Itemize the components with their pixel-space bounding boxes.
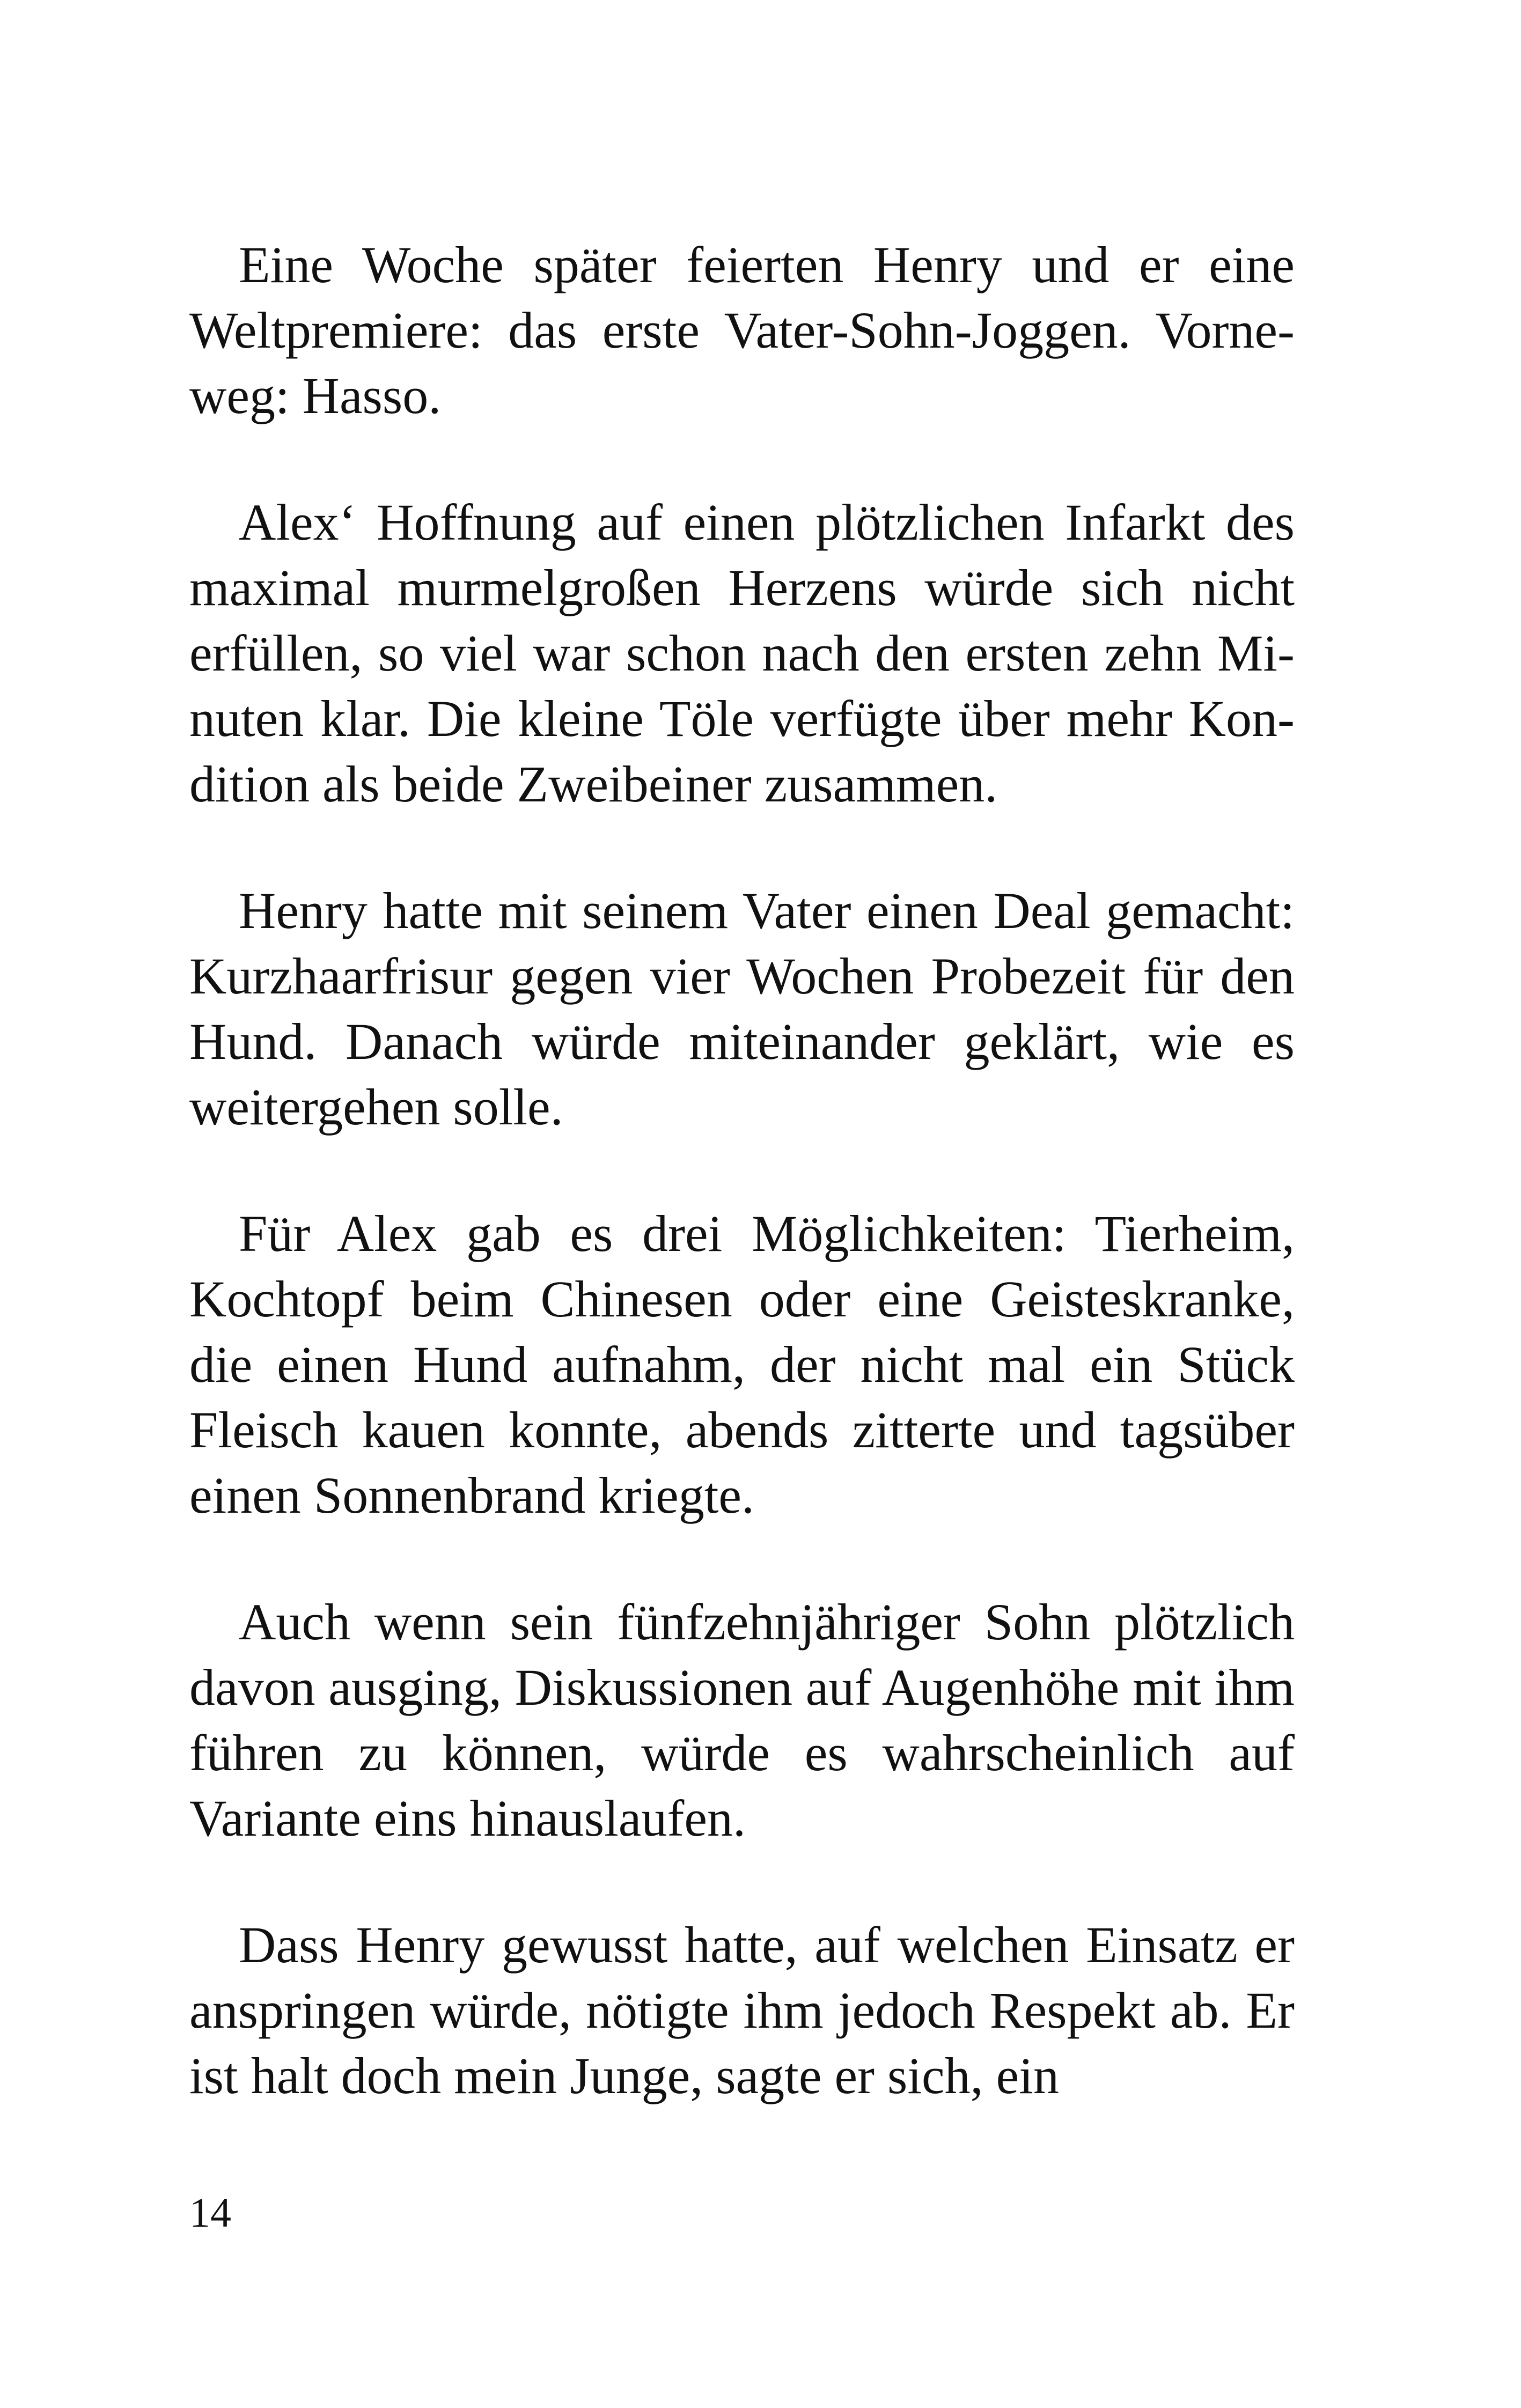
page-number: 14 bbox=[189, 2189, 231, 2236]
paragraph-3: Henry hatte mit seinem Vater einen Deal gemacht: Kurzhaarfrisur gegen vier Wochen Probezeit für den Hund. Danach würde miteinander geklärt, wie es weitergehen solle. bbox=[189, 882, 1295, 1136]
paragraph-5: Auch wenn sein fünfzehnjähriger Sohn plötzlich davon ausging, Diskussionen auf Augenhöhe mit ihm führen zu können, würde es wahrscheinlich auf Variante eins hinauslaufen. bbox=[189, 1593, 1295, 1847]
paragraph-4: Für Alex gab es drei Möglichkeiten: Tierheim, Kochtopf beim Chinesen oder eine Geisteskranke, die einen Hund aufnahm, der nicht mal ein Stück Fleisch kauen konnte, abends zitterte und tagsüber einen Sonnenbrand kriegte. bbox=[189, 1205, 1295, 1524]
body-text bbox=[189, 232, 1295, 2109]
paragraph-1: Eine Woche später feierten Henry und er eine Weltpremiere: das erste Vater-Sohn-Joggen. Vorneweg: Hasso. bbox=[189, 236, 1295, 424]
paragraph-2: Alex‘ Hoffnung auf einen plötzlichen Infarkt des maximal murmelgroßen Herzens würde sich nicht erfüllen, so viel war schon nach den ersten zehn Minuten klar. Die kleine Töle verfügte über mehr Kondition als beide Zweibeiner zusammen. bbox=[189, 494, 1295, 813]
paragraph-6: Dass Henry gewusst hatte, auf welchen Einsatz er anspringen würde, nötigte ihm jedoch Respekt ab. Er ist halt doch mein Junge, sagte er sich, ein bbox=[189, 1916, 1295, 2104]
